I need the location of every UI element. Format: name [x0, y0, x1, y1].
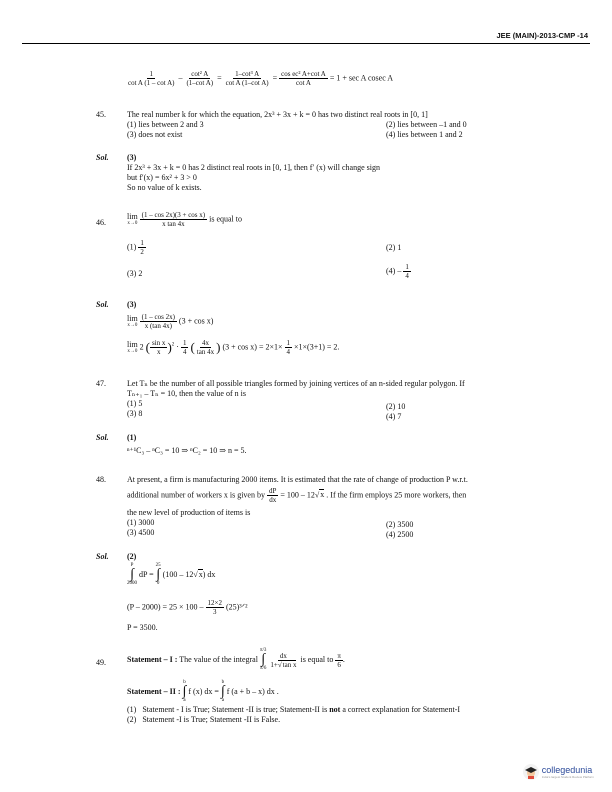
- option-4: (4) – $\frac{1}{4}$: [386, 263, 409, 280]
- question-expression: lim x→0 $\frac{\text{(1 – cos 2x)(3 + cos x)}}{\text{x tan 4x}}$ is equal to: [127, 211, 242, 228]
- fraction: $\frac{(1 - \cos 2x)}{x (\tan 4x)}$: [141, 313, 175, 330]
- question-text: additional number of workers x is given by $\frac{dP}{dx}$ = 100 – 12√x . If the firm employs 25 more workers, then: [127, 487, 467, 504]
- logo-name: collegedunia: [541, 764, 593, 775]
- fraction: $\frac{1}{4}$: [286, 339, 291, 356]
- question-number: 49.: [96, 658, 106, 667]
- fraction: $\frac{12\times 2}{3}$: [207, 599, 222, 616]
- question-number: 46.: [96, 218, 106, 227]
- graduate-cap-icon: [523, 764, 539, 780]
- solution-line: but f′(x) = 6x² + 3 > 0: [127, 173, 197, 182]
- collegedunia-logo: [523, 764, 594, 780]
- fraction: $\frac{dP}{dx}$: [268, 487, 277, 504]
- integral: b ∫ a: [220, 680, 225, 703]
- answer: (3): [127, 300, 137, 309]
- question-number: 45.: [96, 110, 106, 119]
- option-3: (3) 4500: [127, 528, 155, 537]
- option-3: (3) 8: [127, 409, 143, 418]
- solution-label: Sol.: [96, 300, 109, 309]
- solution-label: Sol.: [96, 433, 109, 442]
- top-equation: $\frac{1}{\text{cot A (1 – cot A)}}$ – $\frac{\text{cot² A}}{\text{(1–cot A)}}$ = $\frac{\text{1–cot³ A}}{\text{cot A (1–cot A)}}$ = $\frac{\text{cos ec² A+cot A}}{\text{cot A}}$ = 1 + sec A cosec A: [128, 70, 394, 87]
- option-2: (2) lies between –1 and 0: [386, 120, 467, 129]
- option-2: (2) 3500: [386, 520, 414, 529]
- question-number: 47.: [96, 379, 106, 388]
- question-text: the new level of production of items is: [127, 508, 251, 517]
- header-rule: [22, 43, 590, 44]
- solution-line: If 2x³ + 3x + k = 0 has 2 distinct real roots in [0, 1], then f′ (x) will change sign: [127, 163, 380, 172]
- answer: (1): [127, 433, 137, 442]
- question-text: At present, a firm is manufacturing 2000 items. It is estimated that the rate of change of production P w.r.t.: [127, 475, 468, 484]
- limit: lim x→0: [127, 314, 138, 328]
- answer: (2): [127, 552, 137, 561]
- limit: lim x→0: [127, 340, 138, 354]
- solution-line: lim x→0 2 ( $\frac{\text{sin x}}{x}$ )$^2$ · $\frac{1}{4}$ ( $\frac{4x}{\tan 4x}$ ) (3 + cos x) = 2×1× $\frac{1}{4}$ ×1×(3+1) = 2.: [127, 339, 340, 356]
- fraction: $\frac{\text{1–cot³ A}}{\text{cot A (1–cot A)}}$: [225, 70, 269, 87]
- option-3: (3) does not exist: [127, 130, 183, 139]
- solution-line: P = 3500.: [127, 623, 158, 632]
- question-text: The real number k for which the equation, 2x³ + 3x + k = 0 has two distinct real roots in [0, 1]: [127, 110, 428, 119]
- fraction: $\frac{1}{4}$: [182, 339, 187, 356]
- solution-line: ⁿ⁺¹C₃ – ⁿC₃ = 10 ⇒ ⁿC₂ = 10 ⇒ n = 5.: [127, 446, 247, 455]
- option-1: (1) $\frac{1}{2}$: [127, 239, 144, 256]
- question-text: Tₙ₊₁ – Tₙ = 10, then the value of n is: [127, 389, 246, 398]
- solution-label: Sol.: [96, 552, 109, 561]
- answer: (3): [127, 153, 137, 162]
- option-3: (3) 2: [127, 269, 143, 278]
- option-2: (2) 10: [386, 402, 406, 411]
- option-1: (1) 3000: [127, 518, 155, 527]
- fraction: $\frac{\text{cos ec² A+cot A}}{\text{cot A}}$: [281, 70, 326, 87]
- fraction: $\frac{\text{cot² A}}{\text{(1–cot A)}}$: [186, 70, 214, 87]
- option-4: (4) 2500: [386, 530, 414, 539]
- option-2: (2) 1: [386, 243, 402, 252]
- fraction: $\frac{1}{\text{cot A (1 – cot A)}}$: [128, 70, 175, 87]
- question-text: Let Tₙ be the number of all possible triangles formed by joining vertices of an n-sided regular polygon. If: [127, 379, 465, 388]
- logo-tagline: India's largest Student Review Platform: [541, 774, 594, 779]
- fraction: $\frac{dx}{\text{1+√tan x}}$: [270, 651, 297, 669]
- question-number: 48.: [96, 475, 106, 484]
- option-4: (4) 7: [386, 412, 402, 421]
- limit: lim x→0: [127, 212, 138, 226]
- statement-2: Statement – II : b ∫ a f (x) dx = b ∫ a f (a + b – x) dx .: [127, 680, 279, 703]
- integral: b ∫ a: [182, 680, 187, 703]
- option-2: (2) Statement -I is True; Statement -II is False.: [127, 715, 281, 724]
- statement-1: Statement – I : The value of the integral π/3 ∫ π/6 $\frac{dx}{\text{1+√tan x}}$ is equal to $\frac{\pi}{6}$ .: [127, 648, 345, 671]
- integral: 25 ∫ 0: [155, 563, 161, 586]
- solution-label: Sol.: [96, 153, 109, 162]
- fraction: $\frac{1}{2}$: [140, 239, 144, 256]
- option-1: (1) 5: [127, 399, 143, 408]
- solution-line: lim x→0 $\frac{(1 - \cos 2x)}{x (\tan 4x)}$ (3 + cos x): [127, 313, 214, 330]
- solution-line: P ∫ 2000 dP = 25 ∫ 0 (100 – 12√x) dx: [127, 563, 216, 586]
- integral: P ∫ 2000: [127, 563, 137, 586]
- option-4: (4) lies between 1 and 2: [386, 130, 463, 139]
- fraction: $\frac{4x}{\tan 4x}$: [196, 339, 215, 356]
- solution-line: So no value of k exists.: [127, 183, 202, 192]
- integral: π/3 ∫ π/6: [259, 648, 267, 671]
- fraction: $\frac{\pi}{6}$: [337, 651, 341, 669]
- option-1: (1) Statement - I is True; Statement -II is true; Statement-II is not a correct explanation for Statement-I: [127, 705, 461, 714]
- fraction: $\frac{\text{sin x}}{x}$: [152, 339, 166, 356]
- fraction: $\frac{\text{(1 – cos 2x)(3 + cos x)}}{\text{x tan 4x}}$: [141, 211, 206, 228]
- solution-line: (P – 2000) = 25 × 100 – $\frac{12\times 2}{3}$ (25)³ᐟ²: [127, 599, 248, 616]
- fraction: $\frac{1}{4}$: [405, 263, 409, 280]
- option-1: (1) lies between 2 and 3: [127, 120, 204, 129]
- page-header-code: JEE (MAIN)-2013-CMP -14: [496, 31, 588, 40]
